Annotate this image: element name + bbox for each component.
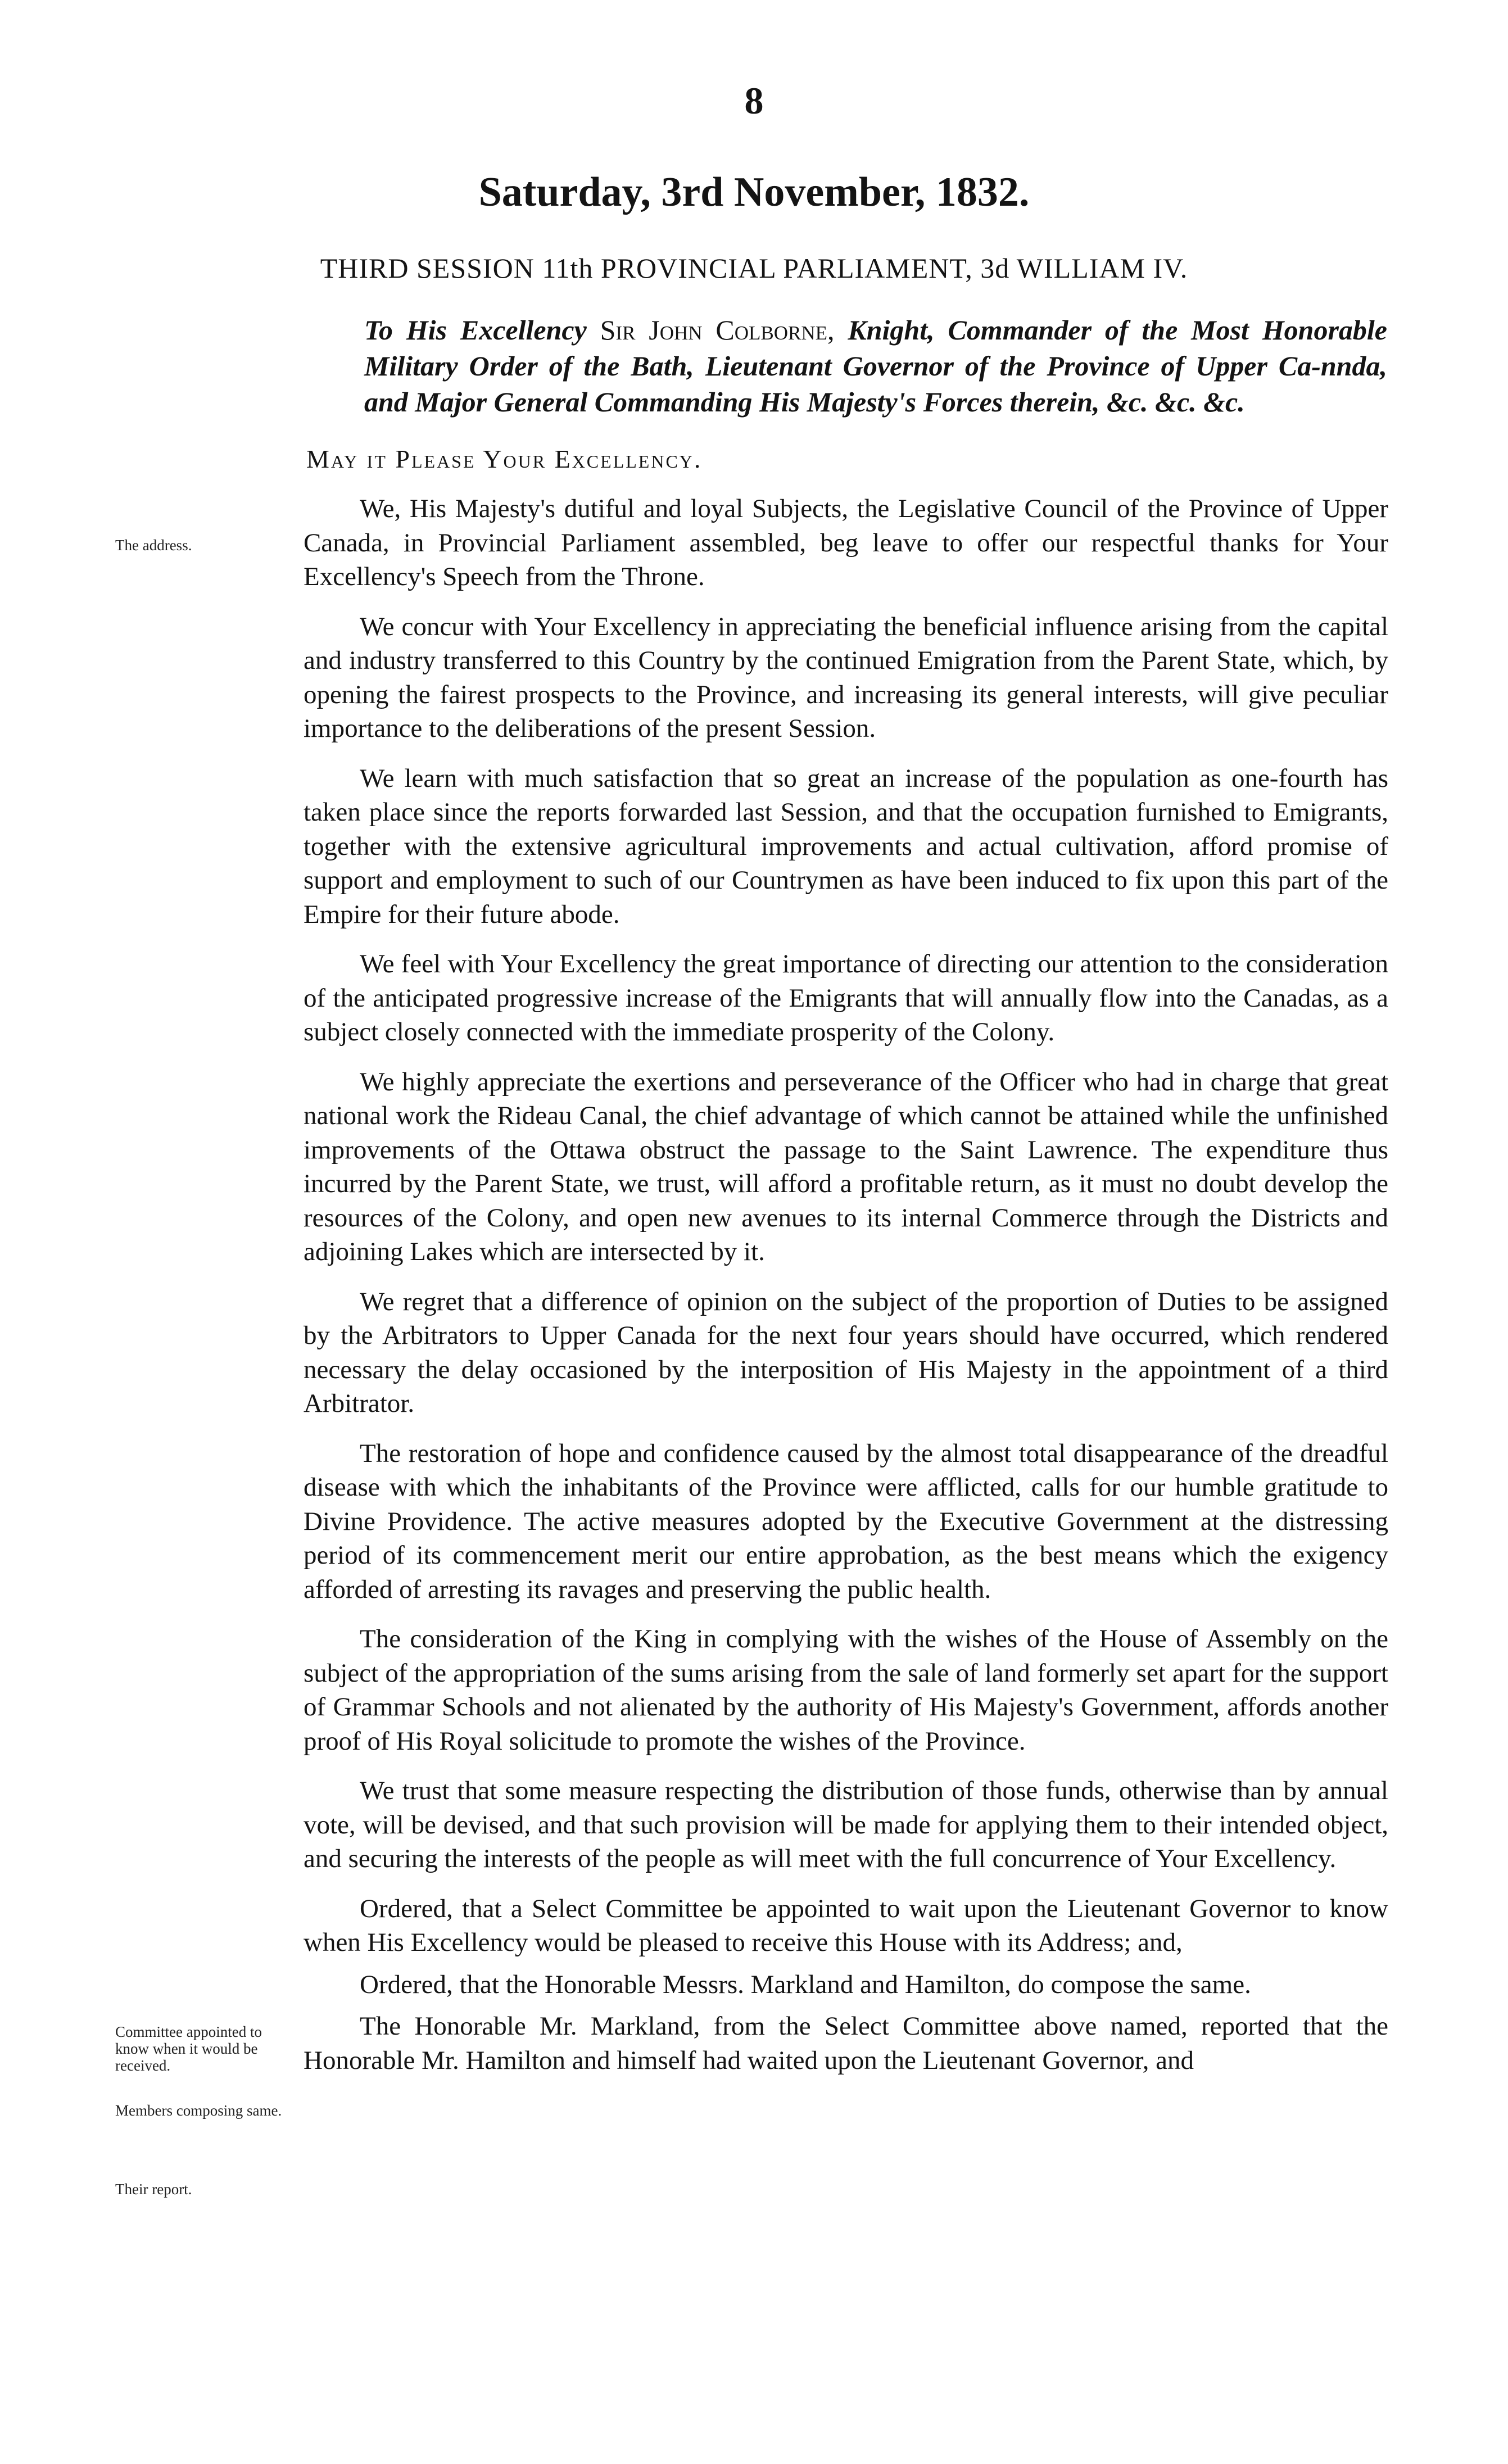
paragraph: We, His Majesty's dutiful and loyal Subjects, the Legislative Council of the Province of Upper Canada, in Provincial Parliament assembled, beg leave to offer our respectful thanks for Your Excellency's Speech from the Throne. (304, 494, 1388, 591)
order-paragraph: Ordered, that the Honorable Messrs. Markland and Hamilton, do compose the same. (360, 1969, 1251, 1999)
paragraph: The restoration of hope and confidence caused by the almost total disappearance of the dreadful disease with which the inhabitants of the Province were afflicted, calls for our humble gratitude to Divine Providence. The active measures adopted by the Executive Government at the distressing period of its commencement merit our entire approbation, as the best means which the exigency afforded of arresting its ravages and preserving the public health. (304, 1438, 1388, 1604)
salutation-name: Sir John Colborne, (600, 314, 835, 346)
paragraph: We highly appreciate the exertions and perseverance of the Officer who had in charge that great national work the Rideau Canal, the chief advantage of which cannot be attained while the unfinished improvements of the Ottawa obstruct the passage to the Saint Lawrence. The expenditure thus incurred by the Parent State, we trust, will afford a profitable return, as it must no doubt develop the resources of the Colony, and open new avenues to its internal Commerce through the Districts and adjoining Lakes which are intersected by it. (304, 1067, 1388, 1266)
paragraph: We feel with Your Excellency the great importance of directing our attention to the consideration of the anticipated progressive increase of the Emigrants that will annually flow into the Canadas, as a subject closely connected with the immediate prosperity of the Colony. (304, 949, 1388, 1047)
report-paragraph: The Honorable Mr. Markland, from the Select Committee above named, reported that the Honorable Mr. Hamilton and himself had waited upon the Lieutenant Governor, and (304, 2012, 1388, 2075)
margin-note-report: Their report. (115, 2181, 192, 2198)
margin-note-address: The address. (115, 537, 192, 554)
margin-note-committee: Committee appointed to know when it would be received. (115, 2023, 262, 2074)
paragraph: The consideration of the King in complying with the wishes of the House of Assembly on the subject of the appropriation of the sums arising from the sale of land formerly set apart for the support of Grammar Schools and not alienated by the authority of His Majesty's Government, affords another proof of His Royal solicitude to promote the wishes of the Province. (304, 1624, 1388, 1756)
paragraph: We trust that some measure respecting the distribution of those funds, otherwise than by annual vote, will be devised, and that such provision will be made for applying them to their intended object, and securing the interests of the people as will meet with the full concurrence of Your Excellency. (304, 1776, 1388, 1873)
paragraph: We learn with much satisfaction that so great an increase of the population as one-fourth has taken place since the reports forwarded last Session, and that the occupation furnished to Emigrants, together with the extensive agricultural improvements and actual cultivation, afford promise of support and employment to such of our Countrymen as have been induced to fix upon this part of the Empire for their future abode. (304, 763, 1388, 929)
salutation-titles: Knight, Commander of the Most Honorable Military Order of the Bath, Lieutenant Governor of the Province of Upper Ca-nnda, and Major General Commanding His Majesty's Forces therein, &c. &c. &c. (364, 314, 1388, 418)
order-paragraph: Ordered, that a Select Committee be appointed to wait upon the Lieutenant Governor to know when His Excellency would be pleased to receive this House with its Address; and, (304, 1894, 1388, 1957)
may-it-please: May it Please Your Excellency. (306, 445, 703, 473)
session-heading: THIRD SESSION 11th PROVINCIAL PARLIAMENT, 3d WILLIAM IV. (320, 252, 1188, 284)
date-heading: Saturday, 3rd November, 1832. (478, 169, 1030, 215)
paragraph: We concur with Your Excellency in appreciating the beneficial influence arising from the capital and industry transferred to this Country by the continued Emigration from the Parent State, which, by opening the fairest prospects to the Province, and increasing its general interests, will give peculiar importance to the deliberations of the present Session. (304, 612, 1388, 743)
margin-note-members: Members composing same. (115, 2102, 282, 2119)
page-number: 8 (744, 79, 764, 122)
salutation-to: To His Excellency (364, 314, 587, 346)
paragraph: We regret that a difference of opinion on the subject of the proportion of Duties to be assigned by the Arbitrators to Upper Canada for the next four years should have occurred, which rendered necessary the delay occasioned by the interposition of His Majesty in the appointment of a third Arbitrator. (304, 1287, 1388, 1418)
salutation (364, 312, 1387, 420)
address-body (304, 492, 1388, 2085)
